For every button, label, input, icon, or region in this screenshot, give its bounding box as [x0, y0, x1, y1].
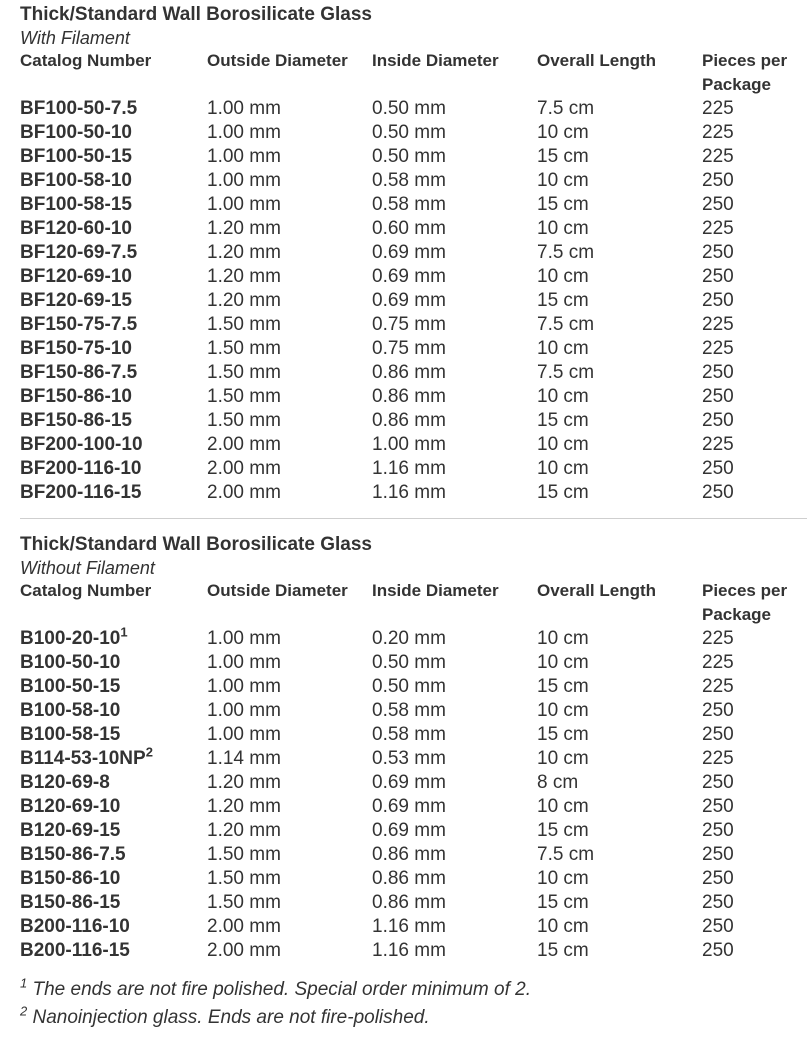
- cell-inside-diameter: 1.16 mm: [372, 482, 446, 503]
- cell-overall-length: 15 cm: [537, 146, 589, 167]
- cell-catalog-number: [20, 939, 207, 963]
- cell-catalog-number: [20, 915, 207, 939]
- cell-pieces-per-package: 225: [702, 748, 734, 769]
- cell-catalog-number: [20, 819, 207, 843]
- cell-inside-diameter: 0.69 mm: [372, 266, 446, 287]
- cell-catalog-number: [20, 891, 207, 915]
- catalog-number-text: BF100-58-10: [20, 170, 132, 191]
- cell-outside-diameter: 1.20 mm: [207, 266, 281, 287]
- cell-overall-length: 8 cm: [537, 772, 579, 793]
- cell-overall-length: 10 cm: [537, 434, 589, 455]
- catalog-number-text: BF120-60-10: [20, 218, 132, 239]
- table-row: [20, 747, 807, 771]
- cell-outside-diameter: 1.50 mm: [207, 386, 281, 407]
- cell-pieces-per-package: 250: [702, 796, 734, 817]
- cell-outside-diameter: 1.00 mm: [207, 628, 281, 649]
- section-without-filament: [20, 533, 807, 963]
- header-pieces-per-package: [702, 49, 807, 97]
- table-row: [20, 891, 807, 915]
- cell-overall-length: 15 cm: [537, 820, 589, 841]
- cell-catalog-number: [20, 457, 207, 481]
- catalog-number-text: BF200-116-15: [20, 482, 142, 503]
- cell-pieces-per-package: 225: [702, 628, 734, 649]
- cell-catalog-number: [20, 795, 207, 819]
- section-with-filament: [20, 3, 807, 505]
- cell-catalog-number: [20, 97, 207, 121]
- catalog-number-text: B100-50-15: [20, 676, 121, 697]
- cell-inside-diameter: 0.75 mm: [372, 314, 446, 335]
- cell-overall-length: 7.5 cm: [537, 314, 595, 335]
- cell-pieces-per-package: 250: [702, 266, 734, 287]
- cell-outside-diameter: 2.00 mm: [207, 434, 281, 455]
- cell-outside-diameter: 1.00 mm: [207, 146, 281, 167]
- table-row: [20, 385, 807, 409]
- cell-overall-length: 10 cm: [537, 916, 589, 937]
- header-pieces-line2: Package: [702, 75, 771, 94]
- table-row: [20, 481, 807, 505]
- cell-inside-diameter: 0.50 mm: [372, 98, 446, 119]
- catalog-number-text: BF120-69-10: [20, 266, 132, 287]
- cell-inside-diameter: 1.16 mm: [372, 940, 446, 961]
- cell-inside-diameter: 0.86 mm: [372, 844, 446, 865]
- cell-inside-diameter: 0.60 mm: [372, 218, 446, 239]
- header-outside-diameter: Outside Diameter: [207, 51, 348, 70]
- cell-catalog-number: [20, 169, 207, 193]
- cell-outside-diameter: 1.00 mm: [207, 676, 281, 697]
- catalog-number-text: BF150-86-15: [20, 410, 132, 431]
- cell-catalog-number: [20, 651, 207, 675]
- cell-inside-diameter: 0.75 mm: [372, 338, 446, 359]
- cell-inside-diameter: 0.58 mm: [372, 700, 446, 721]
- section-title: Thick/Standard Wall Borosilicate Glass: [20, 534, 372, 555]
- cell-catalog-number: [20, 699, 207, 723]
- catalog-number-text: B150-86-10: [20, 868, 121, 889]
- footnotes: [20, 976, 807, 1032]
- cell-outside-diameter: 1.50 mm: [207, 844, 281, 865]
- catalog-number-text: BF100-50-15: [20, 146, 132, 167]
- cell-pieces-per-package: 225: [702, 314, 734, 335]
- cell-pieces-per-package: 250: [702, 170, 734, 191]
- cell-catalog-number: [20, 723, 207, 747]
- cell-catalog-number: [20, 265, 207, 289]
- cell-inside-diameter: 0.69 mm: [372, 242, 446, 263]
- cell-overall-length: 15 cm: [537, 410, 589, 431]
- cell-overall-length: 10 cm: [537, 122, 589, 143]
- header-pieces-line1: Pieces per: [702, 51, 788, 70]
- cell-inside-diameter: 0.86 mm: [372, 410, 446, 431]
- table-row: [20, 457, 807, 481]
- cell-overall-length: 15 cm: [537, 892, 589, 913]
- cell-overall-length: 15 cm: [537, 290, 589, 311]
- cell-pieces-per-package: 250: [702, 410, 734, 431]
- cell-catalog-number: [20, 121, 207, 145]
- cell-outside-diameter: 1.20 mm: [207, 242, 281, 263]
- catalog-number-text: BF100-50-7.5: [20, 98, 138, 119]
- table-row: [20, 843, 807, 867]
- catalog-number-text: B100-58-10: [20, 700, 121, 721]
- cell-pieces-per-package: 250: [702, 820, 734, 841]
- cell-catalog-number: [20, 481, 207, 505]
- catalog-number-text: B114-53-10NP: [20, 748, 146, 769]
- cell-pieces-per-package: 250: [702, 916, 734, 937]
- cell-pieces-per-package: 225: [702, 218, 734, 239]
- cell-inside-diameter: 0.69 mm: [372, 796, 446, 817]
- table-body: [20, 97, 807, 505]
- cell-overall-length: 7.5 cm: [537, 242, 595, 263]
- cell-outside-diameter: 2.00 mm: [207, 940, 281, 961]
- catalog-number-text: B120-69-15: [20, 820, 121, 841]
- cell-overall-length: 10 cm: [537, 748, 589, 769]
- cell-outside-diameter: 1.50 mm: [207, 362, 281, 383]
- cell-outside-diameter: 1.00 mm: [207, 194, 281, 215]
- cell-inside-diameter: 0.86 mm: [372, 868, 446, 889]
- cell-inside-diameter: 1.00 mm: [372, 434, 446, 455]
- cell-catalog-number: [20, 313, 207, 337]
- table-row: [20, 723, 807, 747]
- header-overall-length: Overall Length: [537, 51, 657, 70]
- cell-outside-diameter: 1.00 mm: [207, 724, 281, 745]
- table-row: [20, 289, 807, 313]
- cell-pieces-per-package: 250: [702, 482, 734, 503]
- catalog-number-text: BF150-75-7.5: [20, 314, 138, 335]
- table-row: [20, 241, 807, 265]
- cell-inside-diameter: 0.53 mm: [372, 748, 446, 769]
- cell-catalog-number: [20, 409, 207, 433]
- table-row: [20, 97, 807, 121]
- cell-catalog-number: [20, 289, 207, 313]
- cell-overall-length: 10 cm: [537, 266, 589, 287]
- cell-overall-length: 15 cm: [537, 676, 589, 697]
- header-inside-diameter: Inside Diameter: [372, 581, 499, 600]
- catalog-number-text: B100-50-10: [20, 652, 121, 673]
- cell-inside-diameter: 0.50 mm: [372, 122, 446, 143]
- section-subtitle: Without Filament: [20, 558, 155, 578]
- footnote-reference: 2: [145, 747, 153, 760]
- cell-catalog-number: [20, 361, 207, 385]
- cell-pieces-per-package: 250: [702, 386, 734, 407]
- cell-catalog-number: [20, 193, 207, 217]
- table-header-row: [20, 49, 807, 97]
- cell-outside-diameter: 1.00 mm: [207, 652, 281, 673]
- section-title: Thick/Standard Wall Borosilicate Glass: [20, 4, 372, 25]
- cell-outside-diameter: 2.00 mm: [207, 458, 281, 479]
- header-catalog-number: Catalog Number: [20, 581, 152, 600]
- cell-inside-diameter: 1.16 mm: [372, 458, 446, 479]
- cell-pieces-per-package: 250: [702, 194, 734, 215]
- cell-overall-length: 10 cm: [537, 458, 589, 479]
- cell-outside-diameter: 1.50 mm: [207, 314, 281, 335]
- cell-outside-diameter: 1.50 mm: [207, 338, 281, 359]
- table-row: [20, 699, 807, 723]
- table-row: [20, 651, 807, 675]
- cell-pieces-per-package: 250: [702, 868, 734, 889]
- footnote-1: [20, 976, 807, 1004]
- cell-inside-diameter: 0.69 mm: [372, 290, 446, 311]
- cell-pieces-per-package: 225: [702, 146, 734, 167]
- catalog-number-text: B120-69-8: [20, 772, 110, 793]
- cell-outside-diameter: 2.00 mm: [207, 482, 281, 503]
- cell-catalog-number: [20, 241, 207, 265]
- catalog-number-text: BF200-100-10: [20, 434, 143, 455]
- cell-overall-length: 15 cm: [537, 482, 589, 503]
- table-row: [20, 169, 807, 193]
- header-inside-diameter: Inside Diameter: [372, 51, 499, 70]
- product-table: [20, 579, 807, 963]
- cell-pieces-per-package: 250: [702, 700, 734, 721]
- header-pieces-line1: Pieces per: [702, 581, 788, 600]
- cell-outside-diameter: 1.20 mm: [207, 218, 281, 239]
- cell-outside-diameter: 1.50 mm: [207, 892, 281, 913]
- table-row: [20, 915, 807, 939]
- footnote-mark: 1: [20, 975, 28, 991]
- table-row: [20, 627, 807, 651]
- table-row: [20, 361, 807, 385]
- cell-catalog-number: [20, 385, 207, 409]
- table-row: [20, 193, 807, 217]
- cell-catalog-number: [20, 217, 207, 241]
- cell-overall-length: 7.5 cm: [537, 844, 595, 865]
- catalog-number-text: B150-86-7.5: [20, 844, 126, 865]
- table-row: [20, 145, 807, 169]
- cell-outside-diameter: 1.00 mm: [207, 170, 281, 191]
- cell-pieces-per-package: 225: [702, 122, 734, 143]
- cell-outside-diameter: 2.00 mm: [207, 916, 281, 937]
- cell-pieces-per-package: 250: [702, 290, 734, 311]
- cell-inside-diameter: 0.58 mm: [372, 194, 446, 215]
- table-row: [20, 121, 807, 145]
- cell-outside-diameter: 1.00 mm: [207, 700, 281, 721]
- cell-pieces-per-package: 250: [702, 892, 734, 913]
- cell-catalog-number: [20, 771, 207, 795]
- cell-inside-diameter: 0.86 mm: [372, 362, 446, 383]
- header-pieces-per-package: [702, 579, 807, 627]
- cell-inside-diameter: 1.16 mm: [372, 916, 446, 937]
- catalog-number-text: B120-69-10: [20, 796, 121, 817]
- footnote-reference: 1: [120, 627, 128, 640]
- table-row: [20, 217, 807, 241]
- cell-inside-diameter: 0.69 mm: [372, 772, 446, 793]
- cell-pieces-per-package: 250: [702, 940, 734, 961]
- cell-overall-length: 10 cm: [537, 628, 589, 649]
- cell-inside-diameter: 0.50 mm: [372, 676, 446, 697]
- cell-pieces-per-package: 225: [702, 98, 734, 119]
- catalog-number-text: BF120-69-15: [20, 290, 132, 311]
- cell-inside-diameter: 0.86 mm: [372, 892, 446, 913]
- table-row: [20, 409, 807, 433]
- cell-inside-diameter: 0.20 mm: [372, 628, 446, 649]
- cell-inside-diameter: 0.69 mm: [372, 820, 446, 841]
- cell-inside-diameter: 0.58 mm: [372, 724, 446, 745]
- cell-overall-length: 15 cm: [537, 724, 589, 745]
- cell-pieces-per-package: 250: [702, 242, 734, 263]
- cell-overall-length: 15 cm: [537, 194, 589, 215]
- catalog-number-text: BF200-116-10: [20, 458, 142, 479]
- catalog-number-text: BF150-86-10: [20, 386, 132, 407]
- table-body: [20, 627, 807, 963]
- section-divider: [20, 518, 807, 519]
- cell-inside-diameter: 0.50 mm: [372, 652, 446, 673]
- cell-overall-length: 10 cm: [537, 868, 589, 889]
- table-row: [20, 867, 807, 891]
- table-row: [20, 771, 807, 795]
- table-header-row: [20, 579, 807, 627]
- cell-catalog-number: [20, 867, 207, 891]
- catalog-number-text: BF150-86-7.5: [20, 362, 138, 383]
- cell-pieces-per-package: 225: [702, 676, 734, 697]
- cell-overall-length: 7.5 cm: [537, 98, 595, 119]
- table-row: [20, 265, 807, 289]
- cell-pieces-per-package: 250: [702, 458, 734, 479]
- cell-overall-length: 10 cm: [537, 386, 589, 407]
- catalog-number-text: B200-116-10: [20, 916, 130, 937]
- cell-overall-length: 10 cm: [537, 700, 589, 721]
- cell-pieces-per-package: 250: [702, 724, 734, 745]
- cell-overall-length: 7.5 cm: [537, 362, 595, 383]
- table-row: [20, 795, 807, 819]
- cell-overall-length: 10 cm: [537, 796, 589, 817]
- cell-outside-diameter: 1.14 mm: [207, 748, 281, 769]
- cell-outside-diameter: 1.20 mm: [207, 290, 281, 311]
- cell-pieces-per-package: 225: [702, 652, 734, 673]
- footnote-text: Nanoinjection glass. Ends are not fire-polished.: [27, 1007, 430, 1028]
- product-table: [20, 49, 807, 505]
- header-overall-length: Overall Length: [537, 581, 657, 600]
- cell-catalog-number: [20, 747, 207, 771]
- cell-outside-diameter: 1.20 mm: [207, 772, 281, 793]
- cell-pieces-per-package: 250: [702, 772, 734, 793]
- catalog-number-text: B100-58-15: [20, 724, 121, 745]
- catalog-number-text: B100-20-10: [20, 628, 121, 649]
- footnote-text: The ends are not fire polished. Special order minimum of 2.: [27, 979, 531, 1000]
- table-row: [20, 337, 807, 361]
- cell-catalog-number: [20, 627, 207, 651]
- cell-catalog-number: [20, 433, 207, 457]
- cell-outside-diameter: 1.00 mm: [207, 122, 281, 143]
- cell-inside-diameter: 0.86 mm: [372, 386, 446, 407]
- header-catalog-number: Catalog Number: [20, 51, 152, 70]
- cell-catalog-number: [20, 843, 207, 867]
- table-row: [20, 313, 807, 337]
- cell-pieces-per-package: 250: [702, 844, 734, 865]
- cell-overall-length: 10 cm: [537, 652, 589, 673]
- cell-inside-diameter: 0.50 mm: [372, 146, 446, 167]
- header-outside-diameter: Outside Diameter: [207, 581, 348, 600]
- cell-pieces-per-package: 225: [702, 338, 734, 359]
- cell-catalog-number: [20, 337, 207, 361]
- catalog-number-text: BF100-58-15: [20, 194, 132, 215]
- cell-overall-length: 10 cm: [537, 338, 589, 359]
- table-row: [20, 433, 807, 457]
- cell-outside-diameter: 1.20 mm: [207, 820, 281, 841]
- cell-overall-length: 10 cm: [537, 170, 589, 191]
- cell-pieces-per-package: 250: [702, 362, 734, 383]
- cell-pieces-per-package: 225: [702, 434, 734, 455]
- catalog-number-text: BF100-50-10: [20, 122, 132, 143]
- cell-overall-length: 15 cm: [537, 940, 589, 961]
- cell-outside-diameter: 1.50 mm: [207, 868, 281, 889]
- cell-outside-diameter: 1.20 mm: [207, 796, 281, 817]
- table-row: [20, 939, 807, 963]
- cell-outside-diameter: 1.00 mm: [207, 98, 281, 119]
- cell-overall-length: 10 cm: [537, 218, 589, 239]
- cell-outside-diameter: 1.50 mm: [207, 410, 281, 431]
- cell-catalog-number: [20, 145, 207, 169]
- catalog-number-text: BF120-69-7.5: [20, 242, 138, 263]
- footnote-2: [20, 1004, 807, 1032]
- cell-catalog-number: [20, 675, 207, 699]
- cell-inside-diameter: 0.58 mm: [372, 170, 446, 191]
- table-row: [20, 675, 807, 699]
- section-subtitle: With Filament: [20, 28, 130, 48]
- catalog-number-text: B150-86-15: [20, 892, 121, 913]
- footnote-mark: 2: [20, 1003, 28, 1019]
- catalog-number-text: B200-116-15: [20, 940, 130, 961]
- table-row: [20, 819, 807, 843]
- catalog-number-text: BF150-75-10: [20, 338, 132, 359]
- header-pieces-line2: Package: [702, 605, 771, 624]
